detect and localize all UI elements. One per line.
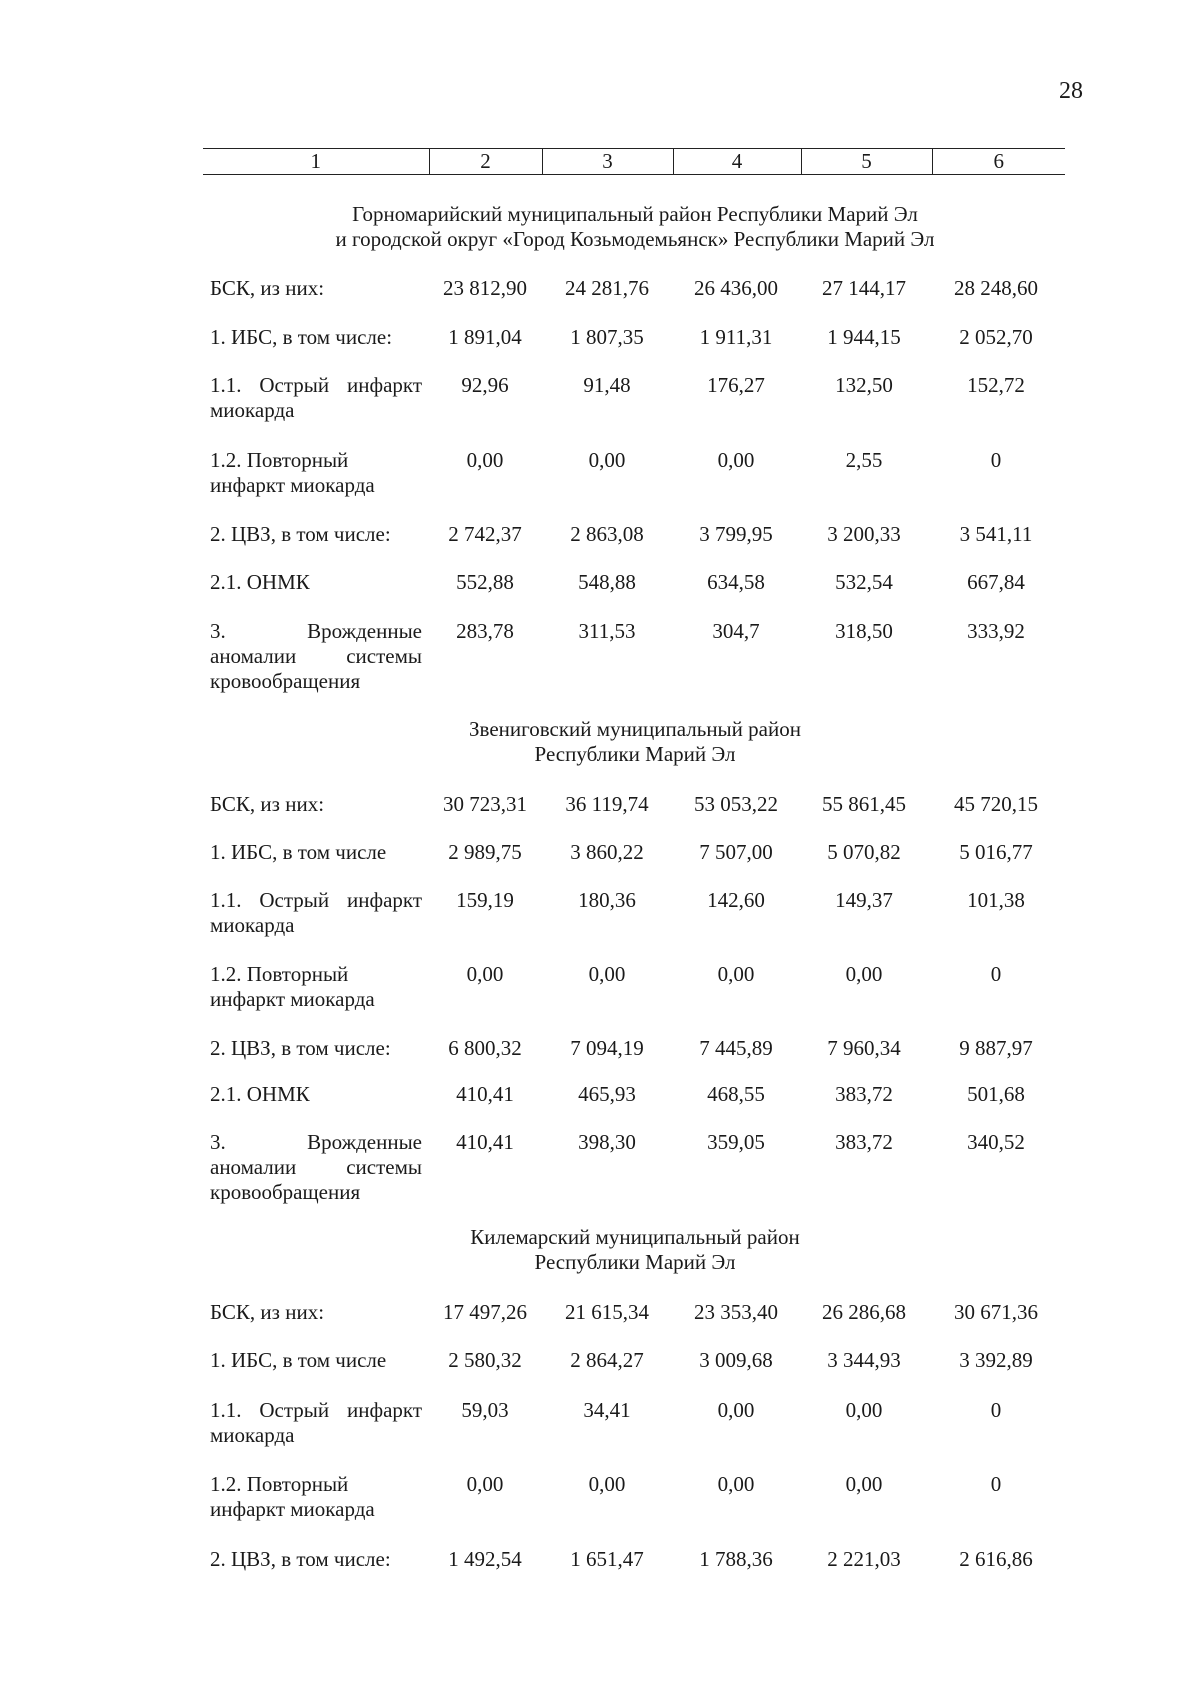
row-value: 132,50 <box>835 373 893 397</box>
row-value: 27 144,17 <box>822 276 906 300</box>
row-value: 0,00 <box>717 962 755 986</box>
row-value: 1 651,47 <box>570 1547 644 1571</box>
row-value: 532,54 <box>835 570 893 594</box>
row-value: 26 436,00 <box>694 276 778 300</box>
column-number: 6 <box>932 149 1065 175</box>
row-value: 465,93 <box>578 1082 636 1106</box>
row-value: 383,72 <box>835 1130 893 1154</box>
section-title-line: Горномарийский муниципальный район Республики Марий Эл <box>352 202 918 226</box>
row-value: 3 860,22 <box>570 840 644 864</box>
row-value: 2,55 <box>845 448 883 472</box>
row-value: 2 864,27 <box>570 1348 644 1372</box>
row-label: 2.1. ОНМК <box>210 570 310 594</box>
row-value: 152,72 <box>967 373 1025 397</box>
row-label: 3. Врожденные аномалии системы кровообращения <box>210 619 422 693</box>
row-value: 2 616,86 <box>959 1547 1033 1571</box>
row-value: 318,50 <box>835 619 893 643</box>
page-number: 28 <box>1059 78 1083 104</box>
section-title <box>200 202 1070 252</box>
row-label: 2. ЦВЗ, в том числе: <box>210 522 391 546</box>
row-value: 3 009,68 <box>699 1348 773 1372</box>
row-value: 30 723,31 <box>443 792 527 816</box>
column-number: 4 <box>673 149 801 175</box>
column-number: 1 <box>203 149 429 175</box>
row-value: 359,05 <box>707 1130 765 1154</box>
row-value: 340,52 <box>967 1130 1025 1154</box>
row-value: 101,38 <box>967 888 1025 912</box>
row-value: 5 070,82 <box>827 840 901 864</box>
row-value: 0,00 <box>845 1398 883 1422</box>
row-value: 2 221,03 <box>827 1547 901 1571</box>
row-value: 0 <box>990 1472 1002 1496</box>
row-value: 468,55 <box>707 1082 765 1106</box>
row-value: 1 891,04 <box>448 325 522 349</box>
row-value: 28 248,60 <box>954 276 1038 300</box>
row-label: БСК, из них: <box>210 276 325 300</box>
row-value: 501,68 <box>967 1082 1025 1106</box>
row-label: 2.1. ОНМК <box>210 1082 310 1106</box>
column-number: 5 <box>801 149 932 175</box>
row-value: 1 944,15 <box>827 325 901 349</box>
row-label: 1.2. Повторный инфаркт миокарда <box>210 448 375 497</box>
row-value: 92,96 <box>461 373 509 397</box>
row-value: 1 807,35 <box>570 325 644 349</box>
row-value: 0,00 <box>588 448 626 472</box>
row-value: 0 <box>990 1398 1002 1422</box>
row-value: 23 812,90 <box>443 276 527 300</box>
row-value: 36 119,74 <box>565 792 649 816</box>
row-value: 0,00 <box>717 1398 755 1422</box>
row-value: 383,72 <box>835 1082 893 1106</box>
row-value: 283,78 <box>456 619 514 643</box>
section-title <box>200 1225 1070 1275</box>
row-value: 410,41 <box>456 1082 514 1106</box>
row-value: 548,88 <box>578 570 636 594</box>
row-value: 142,60 <box>707 888 765 912</box>
row-value: 398,30 <box>578 1130 636 1154</box>
row-value: 0,00 <box>717 1472 755 1496</box>
row-value: 149,37 <box>835 888 893 912</box>
row-value: 0 <box>990 962 1002 986</box>
row-value: 30 671,36 <box>954 1300 1038 1324</box>
row-value: 2 052,70 <box>959 325 1033 349</box>
row-label: БСК, из них: <box>210 792 325 816</box>
row-value: 24 281,76 <box>565 276 649 300</box>
row-value: 0,00 <box>588 1472 626 1496</box>
row-value: 0,00 <box>717 448 755 472</box>
row-label: 1.1. Острый инфаркт миокарда <box>210 888 422 937</box>
row-label: 2. ЦВЗ, в том числе: <box>210 1036 391 1060</box>
row-value: 3 392,89 <box>959 1348 1033 1372</box>
row-label: 2. ЦВЗ, в том числе: <box>210 1547 391 1571</box>
row-value: 2 742,37 <box>448 522 522 546</box>
column-number: 2 <box>429 149 542 175</box>
row-label: 1.1. Острый инфаркт миокарда <box>210 1398 422 1447</box>
row-value: 91,48 <box>583 373 631 397</box>
row-value: 26 286,68 <box>822 1300 906 1324</box>
row-label: БСК, из них: <box>210 1300 325 1324</box>
row-label: 3. Врожденные аномалии системы кровообращения <box>210 1130 422 1204</box>
column-number-header <box>203 148 1065 175</box>
row-label: 1.2. Повторный инфаркт миокарда <box>210 962 375 1011</box>
row-value: 634,58 <box>707 570 765 594</box>
section-title-line: Килемарский муниципальный район <box>470 1225 800 1249</box>
row-value: 55 861,45 <box>822 792 906 816</box>
row-value: 7 507,00 <box>699 840 773 864</box>
row-value: 311,53 <box>578 619 636 643</box>
row-value: 2 580,32 <box>448 1348 522 1372</box>
row-value: 7 094,19 <box>570 1036 644 1060</box>
row-value: 410,41 <box>456 1130 514 1154</box>
row-value: 3 200,33 <box>827 522 901 546</box>
row-value: 17 497,26 <box>443 1300 527 1324</box>
row-value: 21 615,34 <box>565 1300 649 1324</box>
row-value: 6 800,32 <box>448 1036 522 1060</box>
row-value: 34,41 <box>583 1398 631 1422</box>
row-value: 1 788,36 <box>699 1547 773 1571</box>
row-value: 2 863,08 <box>570 522 644 546</box>
section-title-line: и городской округ «Город Козьмодемьянск» Республики Марий Эл <box>335 227 935 251</box>
row-label: 1.2. Повторный инфаркт миокарда <box>210 1472 375 1521</box>
row-value: 5 016,77 <box>959 840 1033 864</box>
row-value: 0,00 <box>466 1472 504 1496</box>
row-value: 0,00 <box>466 448 504 472</box>
row-value: 304,7 <box>712 619 760 643</box>
column-number: 3 <box>542 149 673 175</box>
row-value: 0 <box>990 448 1002 472</box>
row-value: 3 541,11 <box>959 522 1033 546</box>
row-value: 333,92 <box>967 619 1025 643</box>
section-title-line: Республики Марий Эл <box>534 742 736 766</box>
row-value: 3 799,95 <box>699 522 773 546</box>
row-value: 23 353,40 <box>694 1300 778 1324</box>
section-title-line: Республики Марий Эл <box>534 1250 736 1274</box>
row-value: 3 344,93 <box>827 1348 901 1372</box>
row-value: 176,27 <box>707 373 765 397</box>
row-value: 159,19 <box>456 888 514 912</box>
row-label: 1.1. Острый инфаркт миокарда <box>210 373 422 422</box>
row-value: 9 887,97 <box>959 1036 1033 1060</box>
row-value: 0,00 <box>845 962 883 986</box>
row-value: 45 720,15 <box>954 792 1038 816</box>
row-value: 667,84 <box>967 570 1025 594</box>
section-title-line: Звениговский муниципальный район <box>469 717 801 741</box>
row-value: 0,00 <box>466 962 504 986</box>
section-title <box>200 717 1070 767</box>
row-label: 1. ИБС, в том числе: <box>210 325 393 349</box>
row-value: 53 053,22 <box>694 792 778 816</box>
row-value: 7 445,89 <box>699 1036 773 1060</box>
row-label: 1. ИБС, в том числе <box>210 840 387 864</box>
row-value: 59,03 <box>461 1398 509 1422</box>
row-value: 1 492,54 <box>448 1547 522 1571</box>
row-value: 0,00 <box>588 962 626 986</box>
row-value: 7 960,34 <box>827 1036 901 1060</box>
row-value: 552,88 <box>456 570 514 594</box>
row-value: 2 989,75 <box>448 840 522 864</box>
row-value: 1 911,31 <box>699 325 773 349</box>
row-label: 1. ИБС, в том числе <box>210 1348 387 1372</box>
row-value: 0,00 <box>845 1472 883 1496</box>
row-value: 180,36 <box>578 888 636 912</box>
